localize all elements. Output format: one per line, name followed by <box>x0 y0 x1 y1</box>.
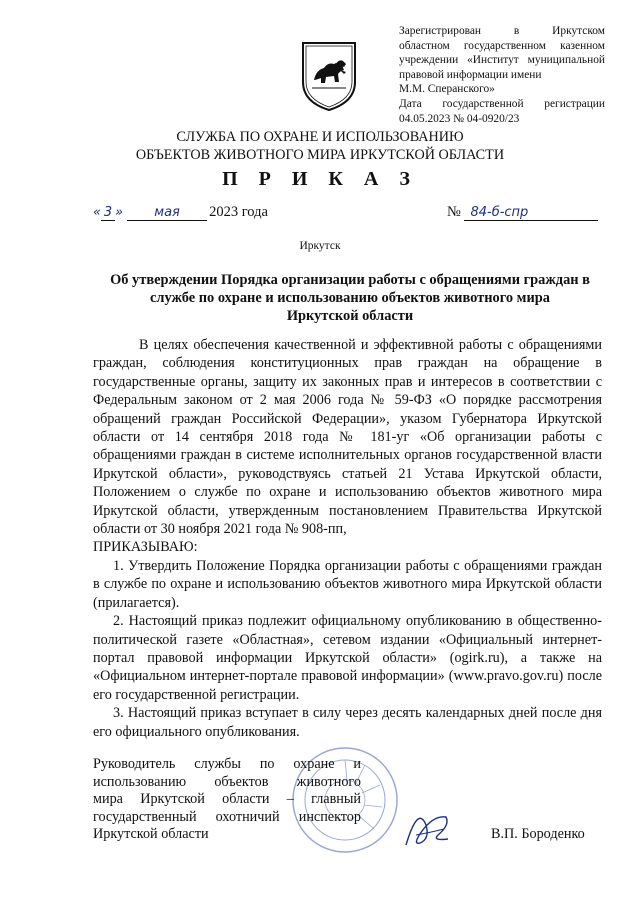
city-name: Иркутск <box>299 240 341 252</box>
registration-line: правовой информации имени <box>399 68 542 81</box>
organization-line-2: ОБЪЕКТОВ ЖИВОТНОГО МИРА ИРКУТСКОЙ ОБЛАСТИ <box>135 147 505 163</box>
document-subject <box>95 271 605 325</box>
position-line: мира Иркутской области – главный <box>93 791 361 808</box>
position-line: государственный охотничий инспектор <box>93 808 361 825</box>
position-line: Иркутской области <box>93 826 209 843</box>
handwritten-signature <box>398 795 458 855</box>
document-number-line <box>447 204 598 221</box>
registration-line: учреждении «Институт муниципальной <box>399 54 605 67</box>
order-word: ПРИКАЗЫВАЮ: <box>93 539 198 556</box>
subject-line-3: Иркутской области <box>286 308 414 324</box>
date-line <box>93 204 268 221</box>
subject-line-2: службе по охране и использованию объектов животного мира <box>150 290 550 306</box>
registration-note <box>399 24 605 126</box>
order-item-1: 1. Утвердить Положение Порядка организации работы с обращениями граждан в службе по охране и использованию объектов животного мира Иркутской области (прилагается). <box>93 557 602 611</box>
order-item-3: 3. Настоящий приказ вступает в силу через десять календарных дней после дня его официального опубликования. <box>93 705 602 740</box>
position-line: Руководитель службы по охране и <box>93 756 361 772</box>
position-line: использованию объектов животного <box>93 773 361 790</box>
date-open-quote: « <box>93 205 102 220</box>
subject-line-1: Об утверждении Порядка организации работы с обращениями граждан в <box>110 272 590 288</box>
coat-of-arms-icon <box>300 40 358 112</box>
date-month: мая <box>127 205 207 221</box>
organization-name <box>0 128 640 164</box>
document-number: 84-б-спр <box>464 205 598 221</box>
organization-line-1: СЛУЖБА ПО ОХРАНЕ И ИСПОЛЬЗОВАНИЮ <box>176 129 464 145</box>
date-year: 2023 года <box>209 204 268 220</box>
registration-line: Дата государственной регистрации <box>399 97 605 110</box>
registration-line: Зарегистрирован в Иркутском <box>399 25 605 37</box>
document-body <box>93 336 602 741</box>
registration-line: М.М. Сперанского» <box>399 83 495 96</box>
registration-line: областном государственном казенном <box>399 39 605 52</box>
signatory-position <box>93 756 361 844</box>
registration-line: 04.05.2023 № 04-0920/23 <box>399 112 520 125</box>
date-close-quote: » <box>115 205 124 220</box>
order-item-2: 2. Настоящий приказ подлежит официальному опубликованию в общественно-политической газете «Областная», сетевом издании «Официальный интернет-портал правовой информации Иркутской области» (ogirk.ru), а также на «Официальном интернет-портале правовой информации» (www.pravo.gov.ru) после его государственной регистрации. <box>93 613 602 703</box>
document-type-title: П Р И К А З <box>222 168 418 190</box>
preamble-paragraph: В целях обеспечения качественной и эффективной работы с обращениями граждан, соблюдения конституционных прав граждан на обращение в государственные органы, защиту их законных прав и интересов в соответствии с Федеральным законом от 2 мая 2006 года № 59-ФЗ «О порядке рассмотрения обращений граждан Российской Федерации», указом Губернатора Иркутской области от 14 сентября 2018 года № 181-уг «Об организации работы с обращениями граждан в системе исполнительных органов государственной власти Иркутской области», руководствуясь статьей 21 Устава Иркутской области, Положением о службе по охране и использованию объектов животного мира Иркутской области, утвержденным постановлением Правительства Иркутской области от 30 ноября 2021 года № 908-пп, <box>93 337 602 538</box>
date-day: 3 <box>101 205 115 221</box>
signatory-name: В.П. Бороденко <box>491 826 585 842</box>
number-sign: № <box>447 204 461 220</box>
